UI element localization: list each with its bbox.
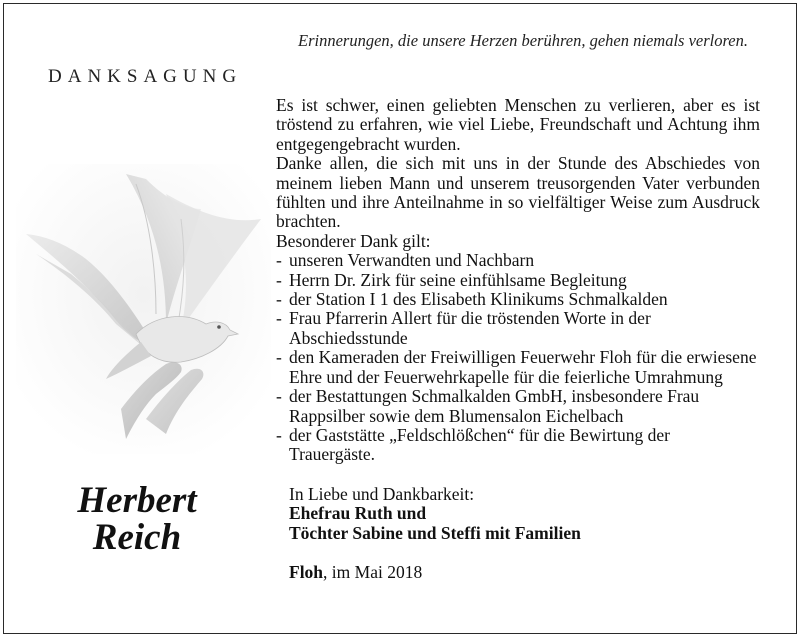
place-date [276,563,760,582]
list-item: - Frau Pfarrerin Allert für die tröstenden Worte in der Abschiedsstunde [276,309,760,348]
motto: Erinnerungen, die unsere Herzen berühren, gehen niemals verloren. [298,31,748,50]
closing-block [276,485,760,543]
signatory: Ehefrau Ruth und [289,503,427,524]
thank-you-text [276,96,760,582]
deceased-name [30,482,244,556]
obituary-notice [3,3,797,634]
place: Floh [289,561,324,582]
date: , im Mai 2018 [323,561,423,582]
closing-line: In Liebe und Dankbarkeit: [289,483,475,504]
list-item: - den Kameraden der Freiwilligen Feuerwehr Floh für die erwiesene Ehre und der Feuerwehrkapelle für die feierliche Umrahmung [276,348,760,387]
list-item: - der Gaststätte „Feldschlößchen“ für die Bewirtung der Trauergäste. [276,426,760,465]
special-thanks-list [276,251,760,464]
deceased-first-name: Herbert [77,480,197,521]
heading: DANKSAGUNG [48,66,243,87]
special-thanks-title: Besonderer Dank gilt: [276,230,431,251]
list-item: - der Station I 1 des Elisabeth Klinikums Schmalkalden [276,290,760,309]
list-item: - Herrn Dr. Zirk für seine einfühlsame Begleitung [276,271,760,290]
intro-paragraph: Es ist schwer, einen geliebten Menschen zu verlieren, aber es ist tröstend zu erfahren, wie viel Liebe, Freundschaft und Achtung ihm entgegengebracht wurden. [276,95,760,154]
list-item: - der Bestattungen Schmalkalden GmbH, insbesondere Frau Rappsilber sowie dem Blumensalon Eichelbach [276,387,760,426]
dove-icon [16,164,271,454]
thanks-paragraph: Danke allen, die sich mit uns in der Stunde des Abschiedes von meinem lieben Mann und unserem treusorgenden Vater verbunden fühlten und ihre Anteilnahme in so vielfältiger Weise zum Ausdruck brachten. [276,153,760,232]
list-item: - unseren Verwandten und Nachbarn [276,251,760,270]
deceased-last-name: Reich [92,517,182,558]
signatory: Töchter Sabine und Steffi mit Familien [289,522,581,543]
